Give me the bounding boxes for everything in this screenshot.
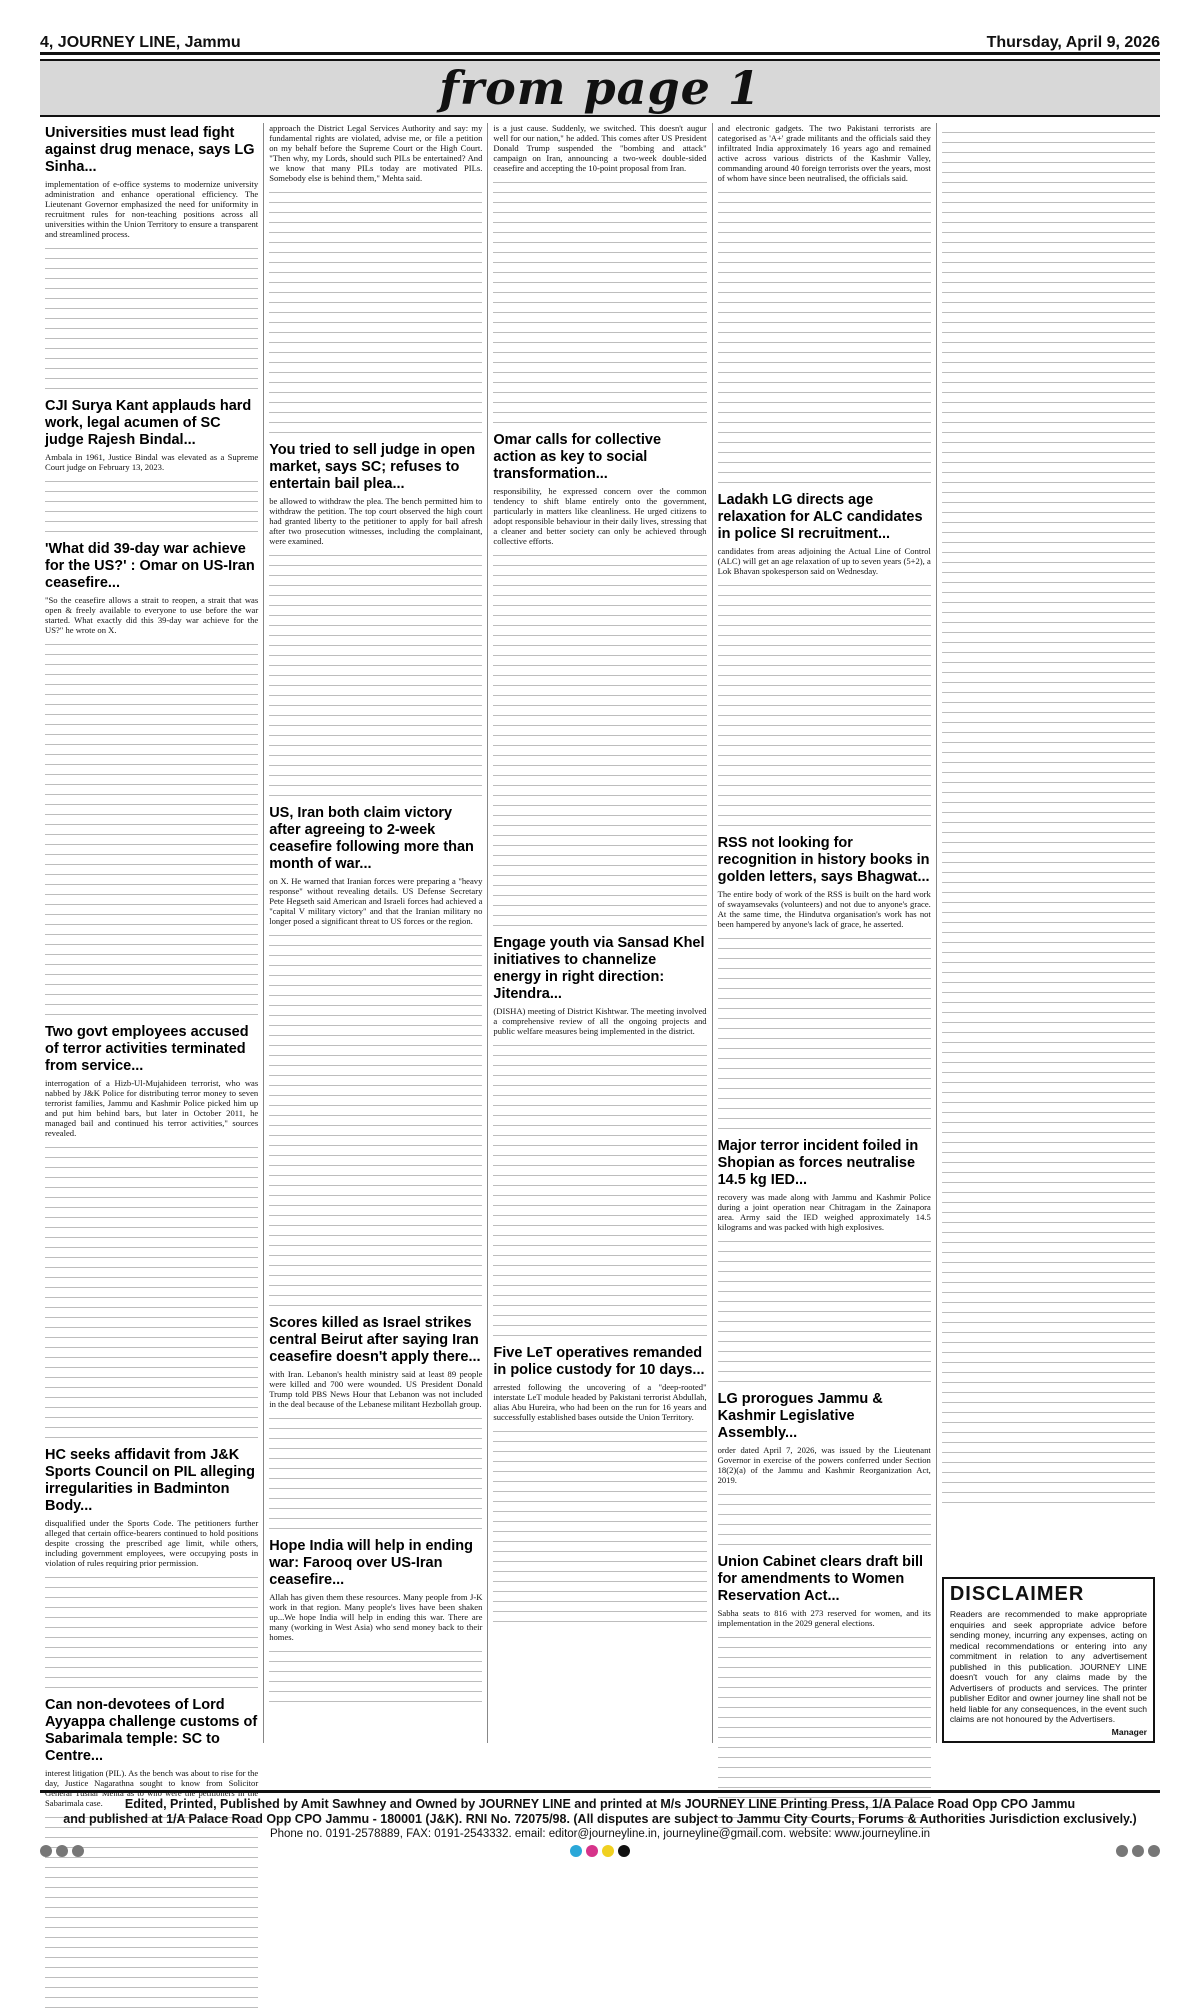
article [45, 125, 258, 392]
article-body-text [493, 176, 706, 426]
article [718, 123, 931, 486]
article-body-text [269, 186, 482, 436]
article-headline: 'What did 39-day war achieve for the US?' : Omar on US-Iran ceasefire... [45, 541, 255, 591]
article-body-text [45, 242, 258, 392]
article [269, 123, 482, 436]
article [718, 1138, 931, 1385]
imprint-contact: Phone no. 0191-2578889, FAX: 0191-2543332. email: editor@journeyline.in, journeyline@gmail.com. website: www.journeyline.in [269, 1828, 931, 1840]
article [718, 835, 931, 1132]
article-lead: Allah has given them these resources. Many people from J-K work in that region. Many people's lives have been shaken up...We hope India will help in ending this war. There are many (working in West Asia) who send money back to their homes. [269, 1592, 483, 1642]
article [269, 805, 482, 1309]
article-body-text [269, 929, 482, 1309]
article-lead: recovery was made along with Jammu and Kashmir Police during a joint operation near Chitragam in the Zainapora area. Army said the IED weighed approximately 14.5 kilograms and was packed with high explosives. [717, 1192, 931, 1232]
article [269, 1538, 482, 1705]
article-headline: Universities must lead fight against drug menace, says LG Sinha... [45, 125, 255, 175]
cmyk-right [1116, 1845, 1160, 1857]
article-lead: approach the District Legal Services Authority and say: my fundamental rights are violated, advise me, or file a petition on my behalf before the Supreme Court or the High Court. "Then why, my Lords, should such PILs be entertained? And we know that many PILs today are motivated PILs. Somebody else is behind them," Mehta said. [269, 123, 483, 183]
article-lead: arrested following the uncovering of a "deep-rooted" interstate LeT module headed by Pakistani terrorist Abdullah, alias Abu Hureira, who had been on the run for 16 years and successfully established bases outside the Union Territory. [493, 1382, 707, 1422]
article [45, 1024, 258, 1441]
article-lead: The entire body of work of the RSS is built on the hard work of swayamsevaks (volunteers) and not due to anyone's grace. At the same time, the Hindutva organisation's work has not been hampered by anyone's lack of grace, he asserted. [717, 889, 931, 929]
article-lead: responsibility, he expressed concern over the common tendency to shift blame entirely onto the government, particularly in matters like cleanliness. He urged citizens to adopt responsible behaviour in their daily lives, stressing that a cleaner and better society can only be achieved through collective efforts. [493, 486, 707, 546]
article-body-text [45, 1571, 258, 1691]
disclaimer-text: Readers are recommended to make appropriate enquiries and seek appropriate advice before sending money, incurring any expenses, acting on medical recommendations or entering into any commitment in relation to any advertisement published in this publication. JOURNEY LINE doesn't vouch for any claims made by the Advertisers of products and services. The printer publisher Editor and owner journey line shall not be held liable for any consequences, in the event such claims are not honoured by the Advertisers. [949, 1609, 1148, 1724]
article-body-text [493, 1425, 706, 1625]
disclaimer-box [942, 1577, 1155, 1743]
header-left: 4, JOURNEY LINE, Jammu [40, 34, 241, 51]
article-body-text [269, 1412, 482, 1532]
article-headline: Union Cabinet clears draft bill for amendments to Women Reservation Act... [717, 1554, 924, 1604]
reg-dot-icon [1132, 1845, 1144, 1857]
article-lead: implementation of e-office systems to modernize university administration and enhance operational efficiency. The Lieutenant Governor emphasized the need for uniformity in recruitment rules for non-teaching positions across all universities within the Union Territory to ensure a transparent and streamlined process. [45, 179, 259, 239]
article-lead: order dated April 7, 2026, was issued by the Lieutenant Governor in exercise of the powers conferred under Section 18(2)(a) of the Jammu and Kashmir Reorganization Act, 2019. [717, 1445, 931, 1485]
imprint-line-2: and published at 1/A Palace Road Opp CPO Jammu - 180001 (J&K). RNI No. 72075/98. (All disputes are subject to Jammu City Courts, Forums & Authorities Jurisdiction exclusively.) [63, 1812, 1137, 1826]
article-lead: be allowed to withdraw the plea. The bench permitted him to withdraw the petition. The top court observed the high court had granted liberty to the petitioner to apply for bail afresh after two prosecution witnesses, including the complainant, were examined. [269, 496, 483, 546]
article-body-text [718, 579, 931, 829]
article [493, 123, 706, 426]
column-2 [264, 123, 488, 1743]
article-headline: Hope India will help in ending war: Farooq over US-Iran ceasefire... [269, 1538, 474, 1588]
article [45, 398, 258, 535]
registration-marks [40, 1845, 1160, 1857]
magenta-dot-icon [586, 1845, 598, 1857]
cmyk-left [40, 1845, 84, 1857]
cmyk-center [570, 1845, 630, 1857]
article-headline: LG prorogues Jammu & Kashmir Legislative Assembly... [717, 1391, 883, 1441]
article-lead: interest litigation (PIL). As the bench was about to rise for the day, Justice Nagarathna sought to know from Solicitor General Tushar Mehta as to who were the petitioners in the Sabarimala case. [45, 1768, 259, 1808]
article-headline: Two govt employees accused of terror activities terminated from service... [45, 1024, 249, 1074]
reg-dot-icon [1148, 1845, 1160, 1857]
page-header [40, 30, 1160, 55]
article-headline: Five LeT operatives remanded in police custody for 10 days... [493, 1345, 705, 1378]
header-date: Thursday, April 9, 2026 [986, 34, 1160, 51]
article-headline: Scores killed as Israel strikes central Beirut after saying Iran ceasefire doesn't apply there... [269, 1315, 481, 1365]
article-body-text [718, 1488, 931, 1548]
article-lead: interrogation of a Hizb-Ul-Mujahideen terrorist, who was nabbed by J&K Police for distributing terror money to seven terrorist families, Jammu and Kashmir Police picked him up and put him behind bars, but later in October 2011, he managed bail and continued his terror activities," sources revealed. [45, 1078, 259, 1138]
reg-dot-icon [1116, 1845, 1128, 1857]
column-5 [937, 123, 1160, 1743]
article-lead: Sabha seats to 816 with 273 reserved for women, and its implementation in the 2029 general elections. [717, 1608, 931, 1628]
article-body-text [718, 932, 931, 1132]
black-dot-icon [618, 1845, 630, 1857]
reg-dot-icon [40, 1845, 52, 1857]
column-4 [713, 123, 937, 1743]
article-body-text [45, 638, 258, 1018]
article-headline: You tried to sell judge in open market, says SC; refuses to entertain bail plea... [269, 442, 476, 492]
article-lead: with Iran. Lebanon's health ministry said at least 89 people were killed and 700 were wounded. US President Donald Trump told PBS News Hour that Lebanon was not included in the deal because of the Lebanese militant Hezbollah group. [269, 1369, 483, 1409]
article-lead: disqualified under the Sports Code. The petitioners further alleged that certain office-bearers continued to hold positions despite crossing the prescribed age limit, while others, including government employees, were occupying posts in violation of rules requiring prior permission. [45, 1518, 259, 1568]
imprint-line-1: Edited, Printed, Published by Amit Sawhney and Owned by JOURNEY LINE and printed at M/s JOURNEY LINE Printing Press, 1/A Palace Road Opp CPO Jammu [124, 1797, 1076, 1811]
article-body-text [45, 1141, 258, 1441]
article [269, 1315, 482, 1532]
disclaimer-signature: Manager [1111, 1726, 1148, 1737]
banner-title: from page 1 [439, 61, 761, 115]
article-lead: candidates from areas adjoining the Actual Line of Control (ALC) will get an age relaxation of up to seven years (5+2), a Lok Bhavan spokesperson said on Wednesday. [717, 546, 931, 576]
article-headline: Engage youth via Sansad Khel initiatives to channelize energy in right direction: Jitendra... [493, 935, 705, 1002]
article-headline: Ladakh LG directs age relaxation for ALC candidates in police SI recruitment... [717, 492, 923, 542]
article-body-text [45, 475, 258, 535]
article-headline: Omar calls for collective action as key to social transformation... [493, 432, 662, 482]
article [718, 1391, 931, 1548]
column-3 [488, 123, 712, 1743]
article [45, 1447, 258, 1691]
disclaimer-title: DISCLAIMER [949, 1583, 1085, 1605]
reg-dot-icon [56, 1845, 68, 1857]
article-body-text [493, 549, 706, 929]
article [269, 442, 482, 799]
article-headline: Can non-devotees of Lord Ayyappa challenge customs of Sabarimala temple: SC to Centre... [45, 1697, 258, 1764]
article [493, 1345, 706, 1625]
article-body-text [718, 186, 931, 486]
article-headline: RSS not looking for recognition in history books in golden letters, says Bhagwat... [717, 835, 930, 885]
article-body-text [269, 549, 482, 799]
article-lead: "So the ceasefire allows a strait to reopen, a strait that was open & freely available to everyone to use before the war started. What exactly did this 39-day war achieve for the US?" he wrote on X. [45, 595, 259, 635]
article [493, 935, 706, 1339]
article [493, 432, 706, 929]
article-headline: HC seeks affidavit from J&K Sports Council on PIL alleging irregularities in Badminton Body... [45, 1447, 255, 1514]
article-headline: US, Iran both claim victory after agreeing to 2-week ceasefire following more than month of war... [269, 805, 474, 872]
yellow-dot-icon [602, 1845, 614, 1857]
reg-dot-icon [72, 1845, 84, 1857]
imprint-footer [40, 1790, 1160, 1842]
article-body-text [493, 1039, 706, 1339]
article-lead: (DISHA) meeting of District Kishtwar. The meeting involved a comprehensive review of all the ongoing projects and public welfare measures being implemented in the district. [493, 1006, 707, 1036]
article-body-text [942, 126, 1155, 1506]
article-lead: is a just cause. Suddenly, we switched. This doesn't augur well for our nation," he added. This comes after US President Donald Trump suspended the "bombing and attack" campaign on Iran, announcing a two-week double-sided ceasefire and accepting the 10-point proposal from Iran. [493, 123, 707, 173]
article-lead: on X. He warned that Iranian forces were preparing a "heavy response" without revealing details. US Defense Secretary Pete Hegseth said American and Israeli forces had achieved a "capital V military victory" and that the Iranian military no longer posed a significant threat to US forces or the region. [269, 876, 483, 926]
article-headline: CJI Surya Kant applauds hard work, legal acumen of SC judge Rajesh Bindal... [45, 398, 252, 448]
article-headline: Major terror incident foiled in Shopian as forces neutralise 14.5 kg IED... [717, 1138, 919, 1188]
column-1 [40, 123, 264, 1808]
article [45, 541, 258, 1018]
section-banner [40, 59, 1160, 117]
cyan-dot-icon [570, 1845, 582, 1857]
article-body-text [718, 1235, 931, 1385]
article-lead: and electronic gadgets. The two Pakistani terrorists are categorised as 'A+' grade militants and the officials said they infiltrated India approximately 16 years ago and remained active across various districts of the Kashmir Valley, commanding around 40 foreign terrorists over the years, most of whom have since been neutralised, the officials said. [717, 123, 931, 183]
article-lead: Ambala in 1961, Justice Bindal was elevated as a Supreme Court judge on February 13, 2023. [45, 452, 259, 472]
article [718, 492, 931, 829]
article-body-text [269, 1645, 482, 1705]
